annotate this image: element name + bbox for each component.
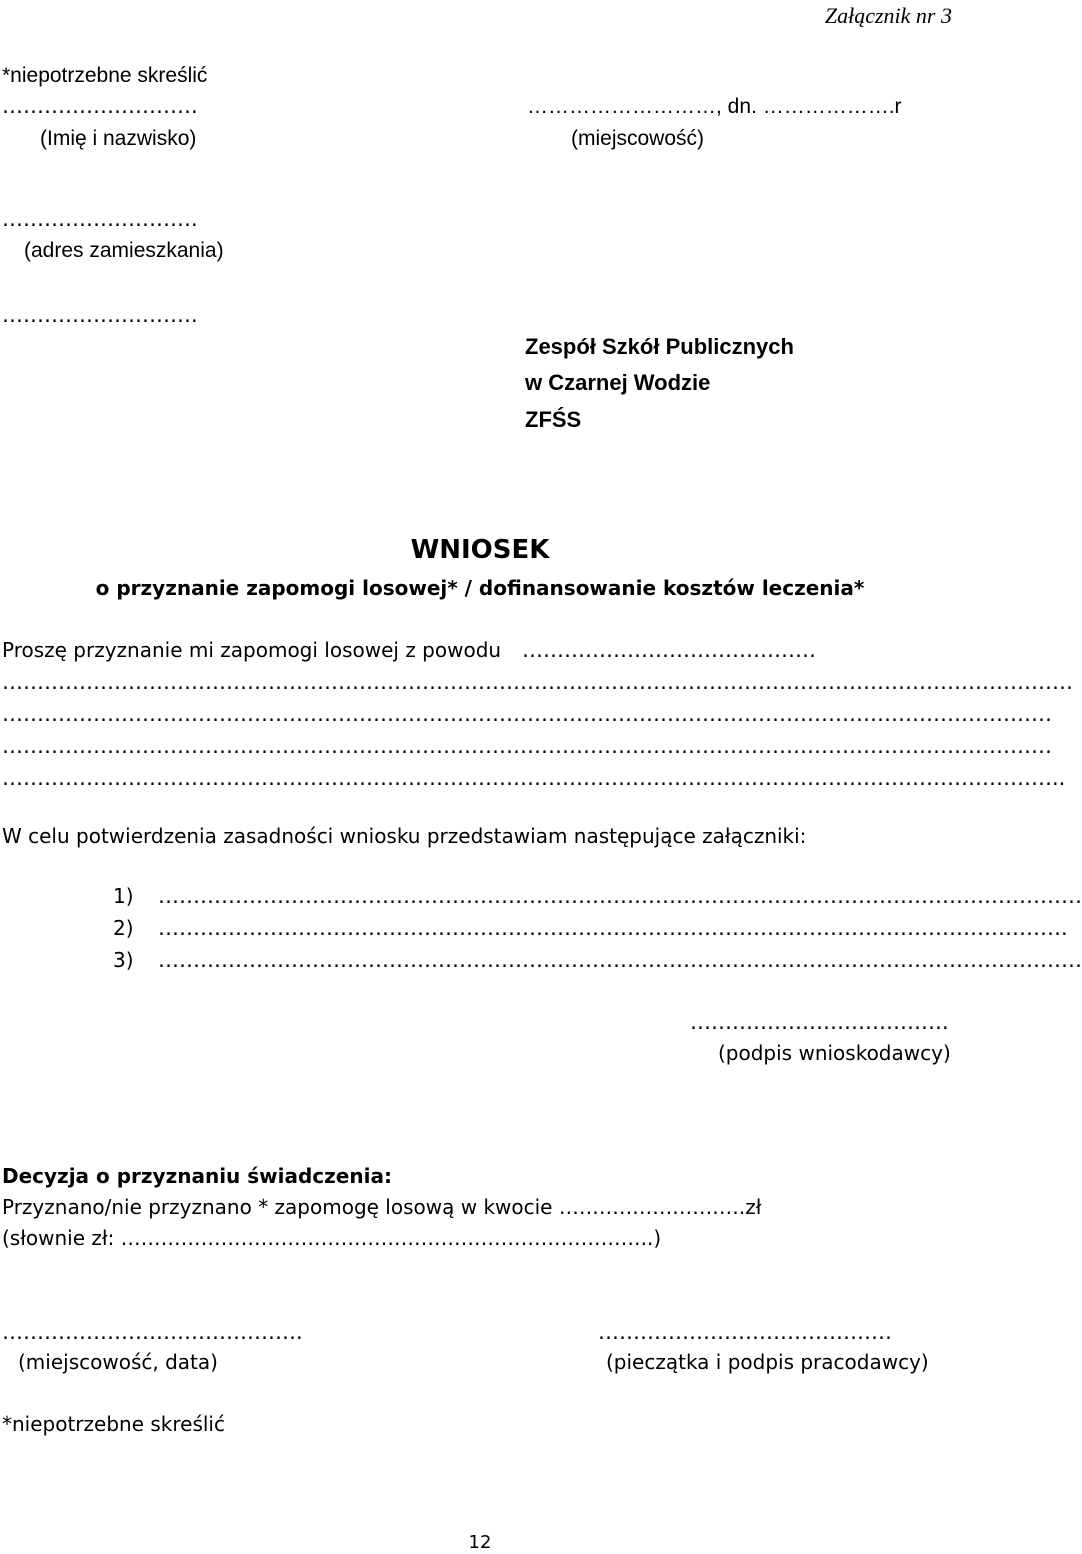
strike-note-top: *niepotrzebne skreślić bbox=[2, 64, 208, 87]
decision-amount-line: Przyznano/nie przyznano * zapomogę losową w kwocie ……………………….zł bbox=[2, 1195, 762, 1219]
attachments-intro: W celu potwierdzenia zasadności wniosku przedstawiam następujące załączniki: bbox=[2, 824, 807, 848]
attachment-num-2: 2) bbox=[113, 916, 134, 940]
page-number: 12 bbox=[468, 1532, 492, 1553]
request-line-2: …………………………………………………………………………………………………………………………………… bbox=[2, 702, 1052, 726]
request-intro-dots: …………………………………… bbox=[522, 638, 816, 662]
place-caption: (miejscowość) bbox=[571, 127, 705, 150]
attachment-label: Załącznik nr 3 bbox=[824, 3, 952, 28]
request-intro-text: Proszę przyznanie mi zapomogi losowej z powodu bbox=[2, 638, 502, 662]
request-line-3: …………………………………………………………………………………………………………………………………… bbox=[2, 734, 1052, 758]
employer-signature-dots: …………………………………… bbox=[598, 1320, 892, 1344]
recipient-line-1: Zespół Szkół Publicznych bbox=[525, 334, 794, 359]
attachment-num-1: 1) bbox=[113, 884, 134, 908]
document-title: WNIOSEK bbox=[410, 535, 550, 565]
request-intro bbox=[2, 640, 501, 660]
name-caption: (Imię i nazwisko) bbox=[40, 127, 197, 150]
address-caption: (adres zamieszkania) bbox=[24, 239, 224, 262]
place-date-line: ………………………, dn. ……………….r bbox=[527, 95, 902, 118]
place-date-dots: ……………………………………. bbox=[2, 1320, 303, 1344]
address-dots: ………………………. bbox=[2, 207, 198, 231]
attachment-num-3: 3) bbox=[113, 948, 134, 972]
decision-words-line: (słownie zł: ……………………………………………………………………..) bbox=[2, 1226, 662, 1250]
strike-note-bottom: *niepotrzebne skreślić bbox=[2, 1412, 225, 1436]
request-line-4: …………………………………………………………………………………………………………………………………….. bbox=[2, 766, 1066, 790]
recipient-line-3: ZFŚS bbox=[525, 407, 582, 432]
place-date-caption: (miejscowość, data) bbox=[18, 1350, 218, 1374]
attachment-dots-2: …………………………………………………………………………………………………………………. bbox=[158, 916, 1068, 940]
name-dots: ………………………. bbox=[2, 94, 198, 118]
address-dots-2: ………………………. bbox=[2, 303, 198, 327]
document-subtitle: o przyznanie zapomogi losowej* / dofinansowanie kosztów leczenia* bbox=[95, 576, 865, 600]
attachment-dots-1: …………………………………………………………………………………………………………………… bbox=[158, 884, 1082, 908]
attachment-dots-3: …………………………………………………………………………………………………………………… bbox=[158, 948, 1082, 972]
employer-signature-caption: (pieczątka i podpis pracodawcy) bbox=[606, 1350, 929, 1374]
signature-dots: ………………………………. bbox=[690, 1010, 949, 1034]
request-line-1: ……………………………………………………………………………………………………………………………………… bbox=[2, 670, 1073, 694]
recipient-line-2: w Czarnej Wodzie bbox=[525, 370, 711, 395]
decision-heading: Decyzja o przyznaniu świadczenia: bbox=[2, 1164, 392, 1188]
signature-caption: (podpis wnioskodawcy) bbox=[718, 1041, 951, 1065]
